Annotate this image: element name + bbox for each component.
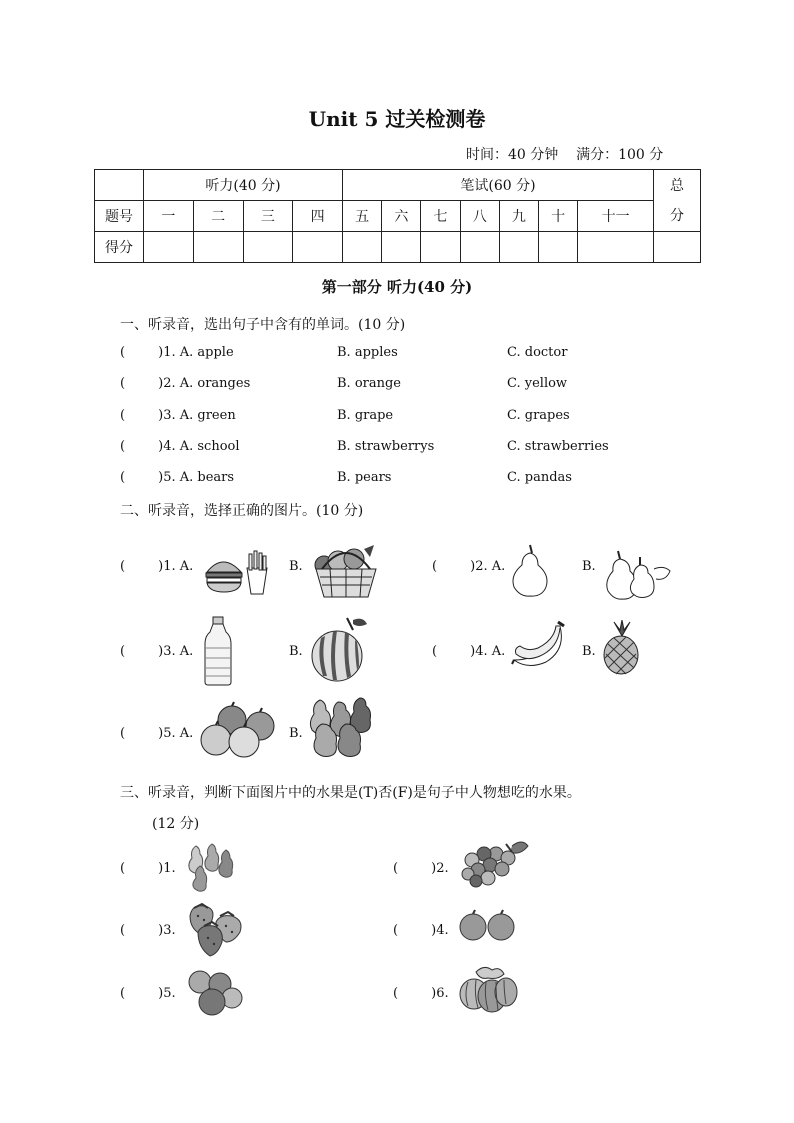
q1-2: ( )2. A. oranges bbox=[120, 376, 251, 391]
col-6: 六 bbox=[382, 201, 421, 232]
score-cell[interactable] bbox=[382, 232, 421, 263]
watermelons-icon bbox=[458, 964, 520, 1014]
section-1-heading: 一、听录音，选出句子中含有的单词。(10 分) bbox=[120, 317, 406, 333]
q2-2: ( )2. A. bbox=[432, 559, 506, 574]
section-2-heading: 二、听录音，选择正确的图片。(10 分) bbox=[120, 503, 364, 519]
writing-header: 笔试(60 分) bbox=[343, 170, 654, 201]
q3-6: ( )6. bbox=[393, 986, 449, 1001]
exam-meta: 时间：40 分钟 满分：100 分 bbox=[466, 147, 664, 163]
listening-header: 听力(40 分) bbox=[144, 170, 343, 201]
q1-4: ( )4. A. school bbox=[120, 439, 240, 454]
q1-4-c: C. strawberries bbox=[507, 439, 609, 454]
part-one-heading: 第一部分 听力(40 分) bbox=[321, 278, 473, 296]
q1-2-b: B. orange bbox=[337, 376, 401, 391]
col-3: 三 bbox=[243, 201, 293, 232]
score-cell[interactable] bbox=[654, 232, 701, 263]
q1-3-b: B. grape bbox=[337, 408, 394, 423]
score-label: 得分 bbox=[95, 232, 144, 263]
q2-1-b: B. bbox=[289, 559, 303, 574]
section-3-points: (12 分) bbox=[152, 816, 200, 832]
col-4: 四 bbox=[293, 201, 343, 232]
fruit-basket-icon bbox=[310, 543, 382, 599]
pears-icon bbox=[308, 694, 374, 760]
q2-1: ( )1. A. bbox=[120, 559, 194, 574]
q1-5-b: B. pears bbox=[337, 470, 392, 485]
q1-4-b: B. strawberrys bbox=[337, 439, 435, 454]
score-cell[interactable] bbox=[578, 232, 654, 263]
grapes-icon bbox=[460, 836, 530, 888]
col-8: 八 bbox=[460, 201, 499, 232]
col-7: 七 bbox=[421, 201, 460, 232]
table-corner bbox=[95, 170, 144, 201]
pears-icon bbox=[602, 547, 674, 601]
pineapple-icon bbox=[600, 620, 644, 676]
col-11: 十一 bbox=[578, 201, 654, 232]
pear-icon bbox=[506, 543, 552, 597]
score-cell[interactable] bbox=[343, 232, 382, 263]
oranges-icon bbox=[186, 968, 244, 1018]
q2-5: ( )5. A. bbox=[120, 726, 194, 741]
page-title: Unit 5 过关检测卷 bbox=[308, 107, 486, 131]
q1-5-c: C. pandas bbox=[507, 470, 572, 485]
total-header: 总 分 bbox=[654, 170, 701, 232]
strawberries-icon bbox=[186, 902, 246, 958]
q1-5: ( )5. A. bears bbox=[120, 470, 235, 485]
score-cell[interactable] bbox=[499, 232, 538, 263]
apples-icon bbox=[458, 908, 518, 942]
section-3-heading: 三、听录音，判断下面图片中的水果是(T)否(F)是句子中人物想吃的水果。 bbox=[120, 785, 581, 801]
score-row bbox=[95, 232, 701, 263]
q1-3: ( )3. A. green bbox=[120, 408, 236, 423]
q2-4-b: B. bbox=[582, 644, 596, 659]
col-1: 一 bbox=[144, 201, 194, 232]
q2-3-b: B. bbox=[289, 644, 303, 659]
q3-1: ( )1. bbox=[120, 861, 176, 876]
score-cell[interactable] bbox=[193, 232, 243, 263]
score-cell[interactable] bbox=[538, 232, 577, 263]
col-9: 九 bbox=[499, 201, 538, 232]
q3-3: ( )3. bbox=[120, 923, 176, 938]
q3-2: ( )2. bbox=[393, 861, 449, 876]
score-cell[interactable] bbox=[293, 232, 343, 263]
score-cell[interactable] bbox=[460, 232, 499, 263]
col-5: 五 bbox=[343, 201, 382, 232]
score-cell[interactable] bbox=[243, 232, 293, 263]
pears-icon bbox=[186, 842, 236, 892]
q2-3: ( )3. A. bbox=[120, 644, 194, 659]
q3-4: ( )4. bbox=[393, 923, 449, 938]
q1-1: ( )1. A. apple bbox=[120, 345, 234, 360]
q1-2-c: C. yellow bbox=[507, 376, 568, 391]
row-label: 题号 bbox=[95, 201, 144, 232]
q1-1-c: C. doctor bbox=[507, 345, 568, 360]
col-10: 十 bbox=[538, 201, 577, 232]
score-table bbox=[94, 169, 701, 263]
watermelon-icon bbox=[309, 614, 371, 684]
q2-2-b: B. bbox=[582, 559, 596, 574]
apples-icon bbox=[198, 700, 280, 758]
question-number-row bbox=[95, 201, 701, 232]
water-bottle-icon bbox=[202, 616, 234, 686]
q3-5: ( )5. bbox=[120, 986, 176, 1001]
q1-3-c: C. grapes bbox=[507, 408, 570, 423]
score-cell[interactable] bbox=[144, 232, 194, 263]
q2-5-b: B. bbox=[289, 726, 303, 741]
burger-fries-icon bbox=[203, 548, 273, 596]
col-2: 二 bbox=[193, 201, 243, 232]
q2-4: ( )4. A. bbox=[432, 644, 506, 659]
score-cell[interactable] bbox=[421, 232, 460, 263]
q1-1-b: B. apples bbox=[337, 345, 398, 360]
bananas-icon bbox=[510, 620, 568, 670]
